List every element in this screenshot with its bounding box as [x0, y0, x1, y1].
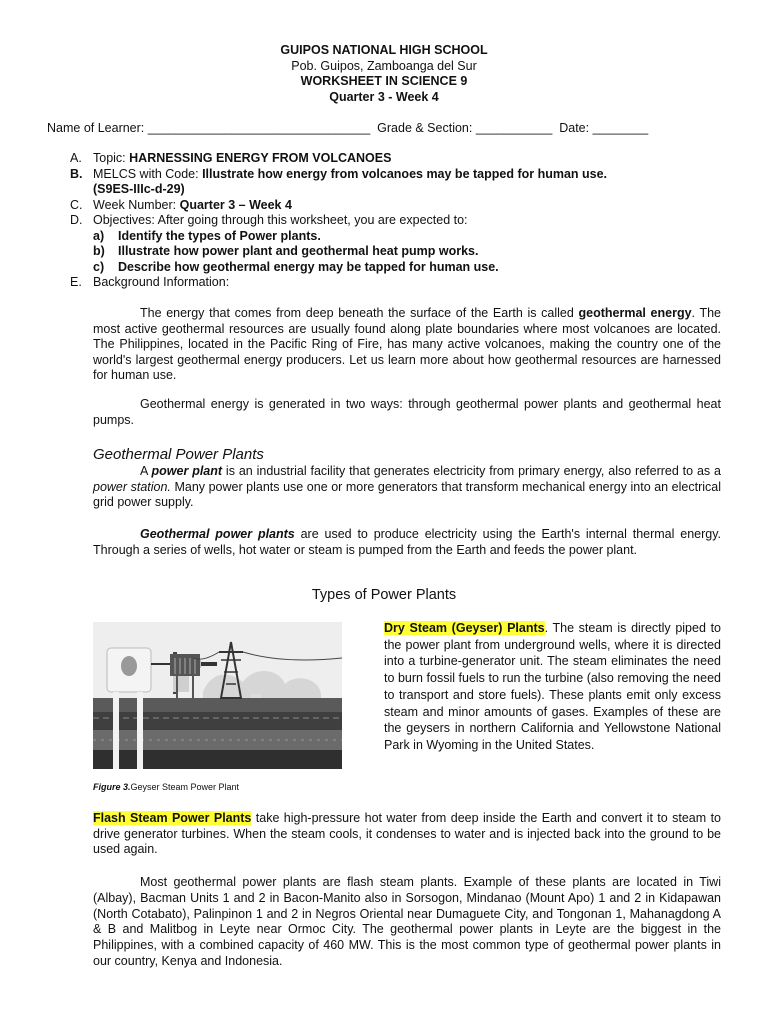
- term-geothermal-energy: geothermal energy: [578, 306, 692, 320]
- text-run: take high-pressure hot water from deep inside the Earth and convert it to steam to drive generator turbines. When the steam cools, it condenses to water and is injected back into the ground to be used again.: [93, 811, 721, 856]
- term-power-plant: power plant: [151, 464, 223, 478]
- paragraph-geothermal-intro: [93, 306, 721, 384]
- figure-label: Figure 3.: [93, 782, 131, 792]
- geyser-power-plant-figure: [93, 622, 342, 769]
- outline-item-objectives: [70, 213, 730, 229]
- geyser-plant-illustration: [93, 622, 342, 769]
- item-marker: D.: [70, 213, 83, 227]
- text-run: Many power plants use one or more generators that transform mechanical energy into an electrical grid power supply.: [93, 479, 721, 509]
- paragraph-flash-examples: Most geothermal power plants are flash steam plants. Example of these plants are located in Tiwi (Albay), Bacman Units 1 and 2 in Bacon-Manito also in Sorsogon, Mindanao (Mount Apo) 1 and 2 in Kidapawan (North Cotabato), Palinpinon 1 and 2 in Negros Oriental near Dumaguete City, and Tongonan 1, Mahanagdong A & B and Malitbog in Leyte near Ormoc City. The geothermal power plants in Leyte are the biggest in the Philippines, with a combined capacity of 460 MW. This is the most common type of geothermal power plants in our country, Kenya and Indonesia.: [93, 875, 721, 968]
- text-run: are used to produce electricity using the Earth's internal thermal energy. Through a series of wells, hot water or steam is pumped from the Earth and feeds the power plant.: [93, 527, 722, 557]
- school-name: GUIPOS NATIONAL HIGH SCHOOL: [280, 43, 488, 57]
- objective-text: Identify the types of Power plants.: [118, 228, 321, 243]
- worksheet-header: [0, 43, 768, 105]
- item-marker: A.: [70, 151, 82, 165]
- week-value: Quarter 3 – Week 4: [179, 197, 292, 212]
- paragraph-flash-steam: [93, 811, 721, 858]
- flash-steam-title: Flash Steam Power Plants: [93, 811, 252, 825]
- objective-text: Describe how geothermal energy may be tapped for human use.: [118, 259, 499, 274]
- dry-steam-title: Dry Steam (Geyser) Plants: [384, 621, 545, 635]
- section-heading-geothermal-power-plants: Geothermal Power Plants: [93, 446, 264, 463]
- paragraph-power-plant: [93, 464, 721, 511]
- text-run: . The steam is directly piped to the power plant from underground wells, where it is directed into a turbine-generator unit. The steam eliminates the need to burn fossil fuels to run the turbine (also removing the need to transport and store fuels). These plants emit only excess steam and minor amounts of gases. Examples of these are the geysers in northern California and Yellowstone National Park in Wyoming in the United States.: [384, 621, 721, 752]
- paragraph-dry-steam: [384, 620, 721, 754]
- item-label: Background Information:: [93, 275, 230, 289]
- objective-text: Illustrate how power plant and geothermal heat pump works.: [118, 244, 479, 258]
- types-heading: Types of Power Plants: [311, 587, 457, 603]
- objective-marker: c): [93, 259, 105, 274]
- objective-marker: a): [93, 228, 105, 243]
- paragraph-two-ways: Geothermal energy is generated in two ways: through geothermal power plants and geothermal heat pumps.: [93, 397, 721, 427]
- outline-item-background: [70, 275, 730, 291]
- text-run: A: [140, 464, 152, 478]
- item-marker: B.: [70, 166, 83, 181]
- figure-caption-text: Geyser Steam Power Plant: [130, 782, 240, 792]
- topic-value: HARNESSING ENERGY FROM VOLCANOES: [129, 151, 392, 165]
- text-run: is an industrial facility that generates electricity from primary energy, also referred to as a: [222, 464, 721, 478]
- quarter-week: Quarter 3 - Week 4: [329, 89, 439, 104]
- term-geothermal-power-plants: Geothermal power plants: [140, 527, 295, 541]
- objective-marker: b): [93, 244, 105, 258]
- objective-item: [70, 244, 730, 260]
- item-marker: C.: [70, 197, 83, 212]
- outline-item-melcs: [70, 167, 730, 198]
- text-run: The energy that comes from deep beneath the surface of the Earth is called: [140, 306, 579, 320]
- item-label: Topic:: [93, 151, 130, 165]
- outline-item-topic: [70, 151, 730, 167]
- outline-item-week: [70, 198, 730, 214]
- worksheet-title: WORKSHEET IN SCIENCE 9: [300, 74, 468, 88]
- melcs-code: (S9ES-IIIc-d-29): [93, 182, 185, 196]
- item-marker: E.: [70, 275, 82, 289]
- figure-caption: [93, 782, 239, 792]
- worksheet-outline: [70, 151, 730, 291]
- learner-info-line: Name of Learner: ________________________________ Grade & Section: ___________ Date: ________: [47, 121, 649, 135]
- school-address: Pob. Guipos, Zamboanga del Sur: [291, 58, 477, 73]
- objective-item: [70, 260, 730, 276]
- term-power-station: power station.: [93, 479, 171, 494]
- item-label: Week Number:: [93, 197, 180, 212]
- item-label: Objectives: After going through this worksheet, you are expected to:: [93, 213, 468, 227]
- text-run: . The most active geothermal resources are usually found along plate boundaries where most volcanoes are located. The Philippines, located in the Pacific Ring of Fire, has many active volcanoes, making the country one of the world's largest geothermal energy producers. Let us learn more about how geothermal resources are harnessed for human use.: [93, 306, 722, 382]
- item-label: MELCS with Code:: [93, 166, 203, 181]
- paragraph-geothermal-plants: [93, 527, 721, 558]
- objective-item: [70, 229, 730, 245]
- melcs-value: Illustrate how energy from volcanoes may be tapped for human use.: [202, 166, 608, 181]
